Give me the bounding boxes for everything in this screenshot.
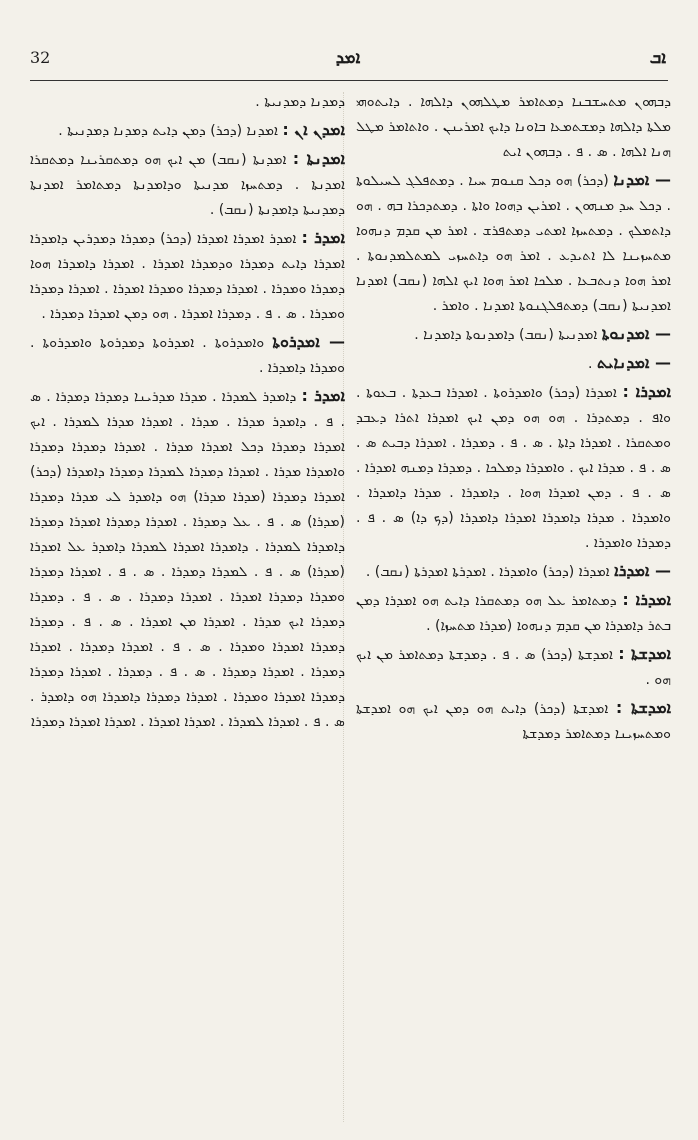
entry-lemma: — ܐܡܕܢܐ — [613, 170, 671, 189]
entry-definition: ܐܡܕܢܐ (ܕܟܪ) ܕܡܢ ܕܐܝܬ ܕܡܕܢܐ ܕܡܕܢܝܬܐ . — [58, 123, 278, 139]
entry-lemma: ܐܡܕܫܬܐ : — [618, 644, 671, 663]
entry-lemma: ܐܡܕܪ : — [301, 386, 345, 405]
dictionary-entry — [356, 350, 671, 377]
entry-definition: ܘܐܡܕܪܘܬܐ . ܐܡܕܪܘܬܐ ܕܡܕܪܘܬܐ ܘܐܡܕܪܘܬܐ . ܘܡܕܪܐ ܕܐܡܕܪܐ . — [30, 335, 345, 376]
entry-lemma: — ܐܡܕܪܐ — [614, 561, 671, 580]
entry-lemma: ܐܡܕܪܐ : — [622, 382, 671, 401]
dictionary-entry — [356, 379, 671, 556]
entry-definition: ܐܡܕܢܬܐ (ܢܩܒ) ܡܢ ܐܝܟ ܗܘ ܕܡܬܩܪܝܢܐ ܕܡܬܩܪܐ ܐܡܕܢܬܐ . ܕܡܬܚܙܐ ܡܕܢܝܬܐ ܘܕܐܡܕܢܬܐ ܕܡܬܐܡܪ ܐܡܕܢܬܐ ܕܡܕܢܝܬܐ ܕܐܡܕܢܬܐ (ܢܩܒ) . — [30, 152, 345, 218]
entry-definition: (ܕܟܪ) ܗܘ ܕܟܠ ܩܢܘܡ ܚܝܐ . ܕܡܬܦܠܓ ܠܚܝܠܘܬܐ . ܕܟܠ ܚܕ ܡܢܗܘܢ . ܐܡܪܝܢ ܕܗܘܐ ܘܐܬܐ . ܕܡܬܕܟܪܐ ܒܗ . ܗܘ ܕܐܬܡܠܟ . ܕܡܬܚܙܐ ܐܡܬܝ ܕܡܬܦܪܫ . ܐܡܪ ܡܢ ܩܕܡ ܕܢܗܘܐ ܡܬܚܙܝܢܐ ܠܐ ܐܬܝܕܥ . ܐܡܪ ܗܘ ܕܐܬܚܙܝ ܠܡܬܠܡܕܢܘܬܐ . ܐܡܪ ܗܘܐ ܕܢܬܒܥܐ . ܡܠܟܐ ܐܡܪ ܗܘܐ ܐܝܟ ܐܠܗܐ (ܢܩܒ) ܐܡܕܢܐ ܐܡܕܢܝܬܐ (ܢܩܒ) ܕܡܬܦܠܓܢܘܬܐ ܐܡܕܢܐ . ܘܐܡܪ . — [356, 173, 671, 314]
dictionary-entry — [30, 90, 345, 115]
dictionary-entry — [356, 641, 671, 693]
entry-definition: . — [588, 356, 593, 372]
entry-definition: ܕܒܗܘܢ ܡܬܚܫܒܢܐ ܕܡܬܐܡܪ ܡܛܠܗܘܢ ܕܐܠܗܐ . ܕܐܝܬܘܗܝ ܡܠܬܐ ܕܐܠܗܐ ܕܡܫܬܡܥܐ ܒܐܘܢܐ ܕܐܝܟ ܐܡܪܝܢܢ . ܘܐܬܐܡܪ ܡܛܠ ܗܢܐ ܐܠܗܐ . ܣ . ܦ . ܕܒܗܘܢ ܐܝܬ — [356, 94, 671, 160]
entry-lemma: ܐܡܕܢܬܐ : — [292, 149, 345, 168]
dictionary-entry — [356, 587, 671, 639]
entry-lemma: ܐܡܕܪܐ : — [622, 590, 671, 609]
page-number: 32 — [30, 48, 51, 67]
dictionary-entry — [30, 225, 345, 327]
right-column — [356, 90, 671, 1120]
entry-lemma: ܐܡܕܢ ܐܢ : — [282, 120, 345, 139]
dictionary-entry — [356, 167, 671, 319]
dictionary-entry — [356, 321, 671, 348]
catchword: ܐܒ — [649, 48, 666, 68]
entry-lemma: — ܐܡܕܪܘܬܐ — [272, 332, 345, 351]
entry-lemma: ܐܡܕܪ : — [301, 228, 345, 247]
entry-definition: ܐܡܕܪܐ (ܕܟܪ) ܘܐܡܕܪܘܬܐ . ܐܡܕܪܐ ܒܥܕܬܐ . ܒܥܘܬܐ . ܘܐܦ . ܕܡܬܕܪܐ . ܗܘ ܗܘ ܕܡܢ ܐܝܟ ܐܡܕܪܐ ܐܬܪܐ ܕܥܒܕ ܘܡܬܩܪܐ . ܐܡܕܪܐ ܕܐܬܐ . ܣ . ܦ . ܕܡܕܪܐ . ܐܡܕܪܐ ܕܒܝܬ ܣ . ܣ . ܦ . ܡܕܪܐ ܐܝܟ . ܘܐܡܕܪܐ ܕܡܠܟܐ . ܕܡܕܪܐ ܕܡܢܗ ܐܡܕܪܐ . ܣ . ܦ . ܕܡܢ ܐܡܕܪܐ ܗܘܐ . ܕܐܡܕܪܐ . ܡܕܪܐ ܕܐܡܕܪܐ . ܘܐܡܕܪܐ . ܡܕܪܐ ܕܐܡܕܪܐ ܐܡܕܪܐ ܕܐܡܕܪܐ (ܕܟ ܕܐ) ܣ . ܦ . ܕܡܕܪܐ ܘܐܡܕܪܐ . — [356, 385, 671, 551]
entry-definition: ܐܡܕܫܬܐ (ܕܟܪ) ܣ . ܦ . ܕܡܕܫܬܐ ܕܡܬܐܡܪ ܡܢ ܐܝܟ ܗܘ . — [356, 647, 671, 688]
dictionary-entry — [30, 329, 345, 381]
header-rule — [30, 80, 668, 81]
dictionary-entry — [356, 558, 671, 585]
entry-definition: ܐܡܕܫܬܐ (ܕܟܪ) ܕܐܝܬ ܗܘ ܕܡܢ ܐܝܟ ܗܘ ܐܡܕܫܬܐ ܘܡܬܚܙܝܢܐ ܕܡܬܐܡܪ ܕܡܕܫܬܐ — [356, 701, 671, 742]
dictionary-entry — [30, 383, 345, 735]
entry-lemma: ܐܡܕܫܬܐ : — [615, 698, 671, 717]
entry-definition: ܐܡܕܢܝܬܐ (ܢܩܒ) ܕܐܡܕܢܘܬܐ ܕܐܡܕܢܐ . — [414, 327, 598, 343]
dictionary-entry — [30, 117, 345, 144]
entry-definition: ܐܡܕܪ ܐܡܕܪܐ ܐܡܕܪܐ (ܕܟܪ) ܕܡܕܪܐ ܕܡܕܪܝܢ ܕܐܡܕܪܐ ܐܡܕܪܐ ܕܐܝܬ ܕܡܕܪܐ ܘܕܡܕܪܐ ܐܡܕܪܐ . ܐܡܕܪܐ ܕܐܡܕܪܐ ܗܘܐ ܕܡܕܪܐ ܘܡܕܪܐ . ܐܡܕܪܐ ܕܡܕܪܐ ܘܡܕܪܐ ܐܡܕܪܐ . ܐܡܕܪܐ ܕܡܕܪܐ ܘܡܕܪܐ . ܣ . ܦ . ܕܡܕܪܐ ܐܡܕܪܐ . ܗܘ ܕܡܢ ܐܡܕܪܐ ܕܡܕܪܐ . — [30, 231, 345, 322]
dictionary-entry — [356, 90, 671, 165]
dictionary-entry — [30, 146, 345, 223]
entry-definition: ܕܐܡܕܪ ܠܡܕܪܐ . ܡܕܪܐ ܡܕܪܝܢܐ ܕܡܕܪܐ ܕܡܕܪܐ . ܣ . ܦ . ܕܐܡܕܪ ܡܕܪܐ . ܡܕܪܐ . ܐܡܕܪܐ ܡܕܪܐ ܠܡܕܪܐ . ܐܝܟ ܐܡܕܪܐ ܕܡܕܪܐ ܕܟܠ ܐܡܕܪܐ ܡܕܪܐ . ܐܡܕܪܐ ܕܡܕܪܐ ܕܡܕܪܐ ܘܐܡܕܪܐ ܡܕܪܐ . ܐܡܕܪܐ ܕܡܕܪܐ ܠܡܕܪܐ ܕܡܕܪܐ ܕܐܡܕܪܐ (ܕܟܪ) ܐܡܕܪܐ ܕܡܕܪܐ (ܡܕܪܐ ܡܕܪܐ) ܗܘ ܕܐܡܕܪ ܠܝ ܡܕܪܐ ܕܡܕܪܐ (ܡܕܪܐ) ܣ . ܦ . ܥܠ ܕܡܕܪܐ . ܐܡܕܪܐ ܕܡܕܪܐ ܐܡܕܪܐ ܕܡܕܪܐ ܕܐܡܕܪܐ ܠܡܕܪܐ . ܕܐܡܕܪܐ ܐܡܕܪܐ ܠܡܕܪܐ ܕܐܡܕܪ ܥܠ ܐܡܕܪܐ (ܡܕܪܐ) ܣ . ܦ . ܠܡܕܪܐ ܕܡܕܪܐ . ܣ . ܦ . ܐܡܕܪܐ ܕܡܕܪܐ ܘܡܕܪܐ ܕܡܕܪܐ ܐܡܕܪܐ . ܐܡܕܪܐ ܕܡܕܪܐ . ܣ . ܦ . ܕܡܕܪܐ ܕܡܕܪܐ ܐܝܟ ܡܕܪܐ . ܐܡܕܪܐ ܡܢ ܐܡܕܪܐ . ܣ . ܦ . ܕܡܕܪܐ ܕܡܕܪܐ ܐܡܕܪܐ ܘܡܕܪܐ . ܣ . ܦ . ܐܡܕܪܐ ܕܡܕܪܐ . ܐܡܕܪܐ ܕܡܕܪܐ . ܐܡܕܪܐ ܕܡܕܪܐ . ܣ . ܦ . ܕܡܕܪܐ . ܐܡܕܪܐ ܕܡܕܪܐ ܕܡܕܪܐ ܐܡܕܪܐ ܘܡܕܪܐ . ܐܡܕܪܐ ܕܡܕܪܐ ܕܐܡܕܪܐ ܗܘ ܕܐܡܕܪ . ܣ . ܦ . ܐܡܕܪܐ ܠܡܕܪܐ . ܐܡܕܪܐ ܐܡܕܪܐ . ܐܡܕܪܐ ܐܡܕܪܐ ܕܡܕܪܐ — [30, 389, 345, 730]
dictionary-entry — [356, 695, 671, 747]
entry-definition: ܕܡܬܐܡܪ ܥܠ ܗܘ ܕܡܬܩܪܐ ܕܐܝܬ ܗܘ ܐܡܕܪܐ ܕܡܢ ܒܬܪ ܕܐܡܕܪܐ ܡܢ ܩܕܡ ܕܢܗܘܐ (ܡܕܪܐ ܡܬܚܙܐ) . — [356, 593, 671, 634]
entry-lemma: — ܐܡܕܢܘܬܐ — [601, 324, 671, 343]
left-column — [30, 90, 345, 1120]
entry-definition: ܐܡܕܪܐ (ܕܟܪ) ܘܐܡܕܪܐ . ܐܡܕܪܬܐ ܐܡܕܪܬܐ (ܢܩܒ) . — [365, 564, 610, 580]
page-header — [30, 48, 666, 76]
running-title: ܐܡܕ — [335, 48, 361, 68]
entry-lemma: — ܐܡܕܢܐܝܬ — [596, 353, 671, 372]
entry-definition: ܕܡܕܢܐ ܕܡܕܢܝܬܐ . — [255, 94, 345, 110]
